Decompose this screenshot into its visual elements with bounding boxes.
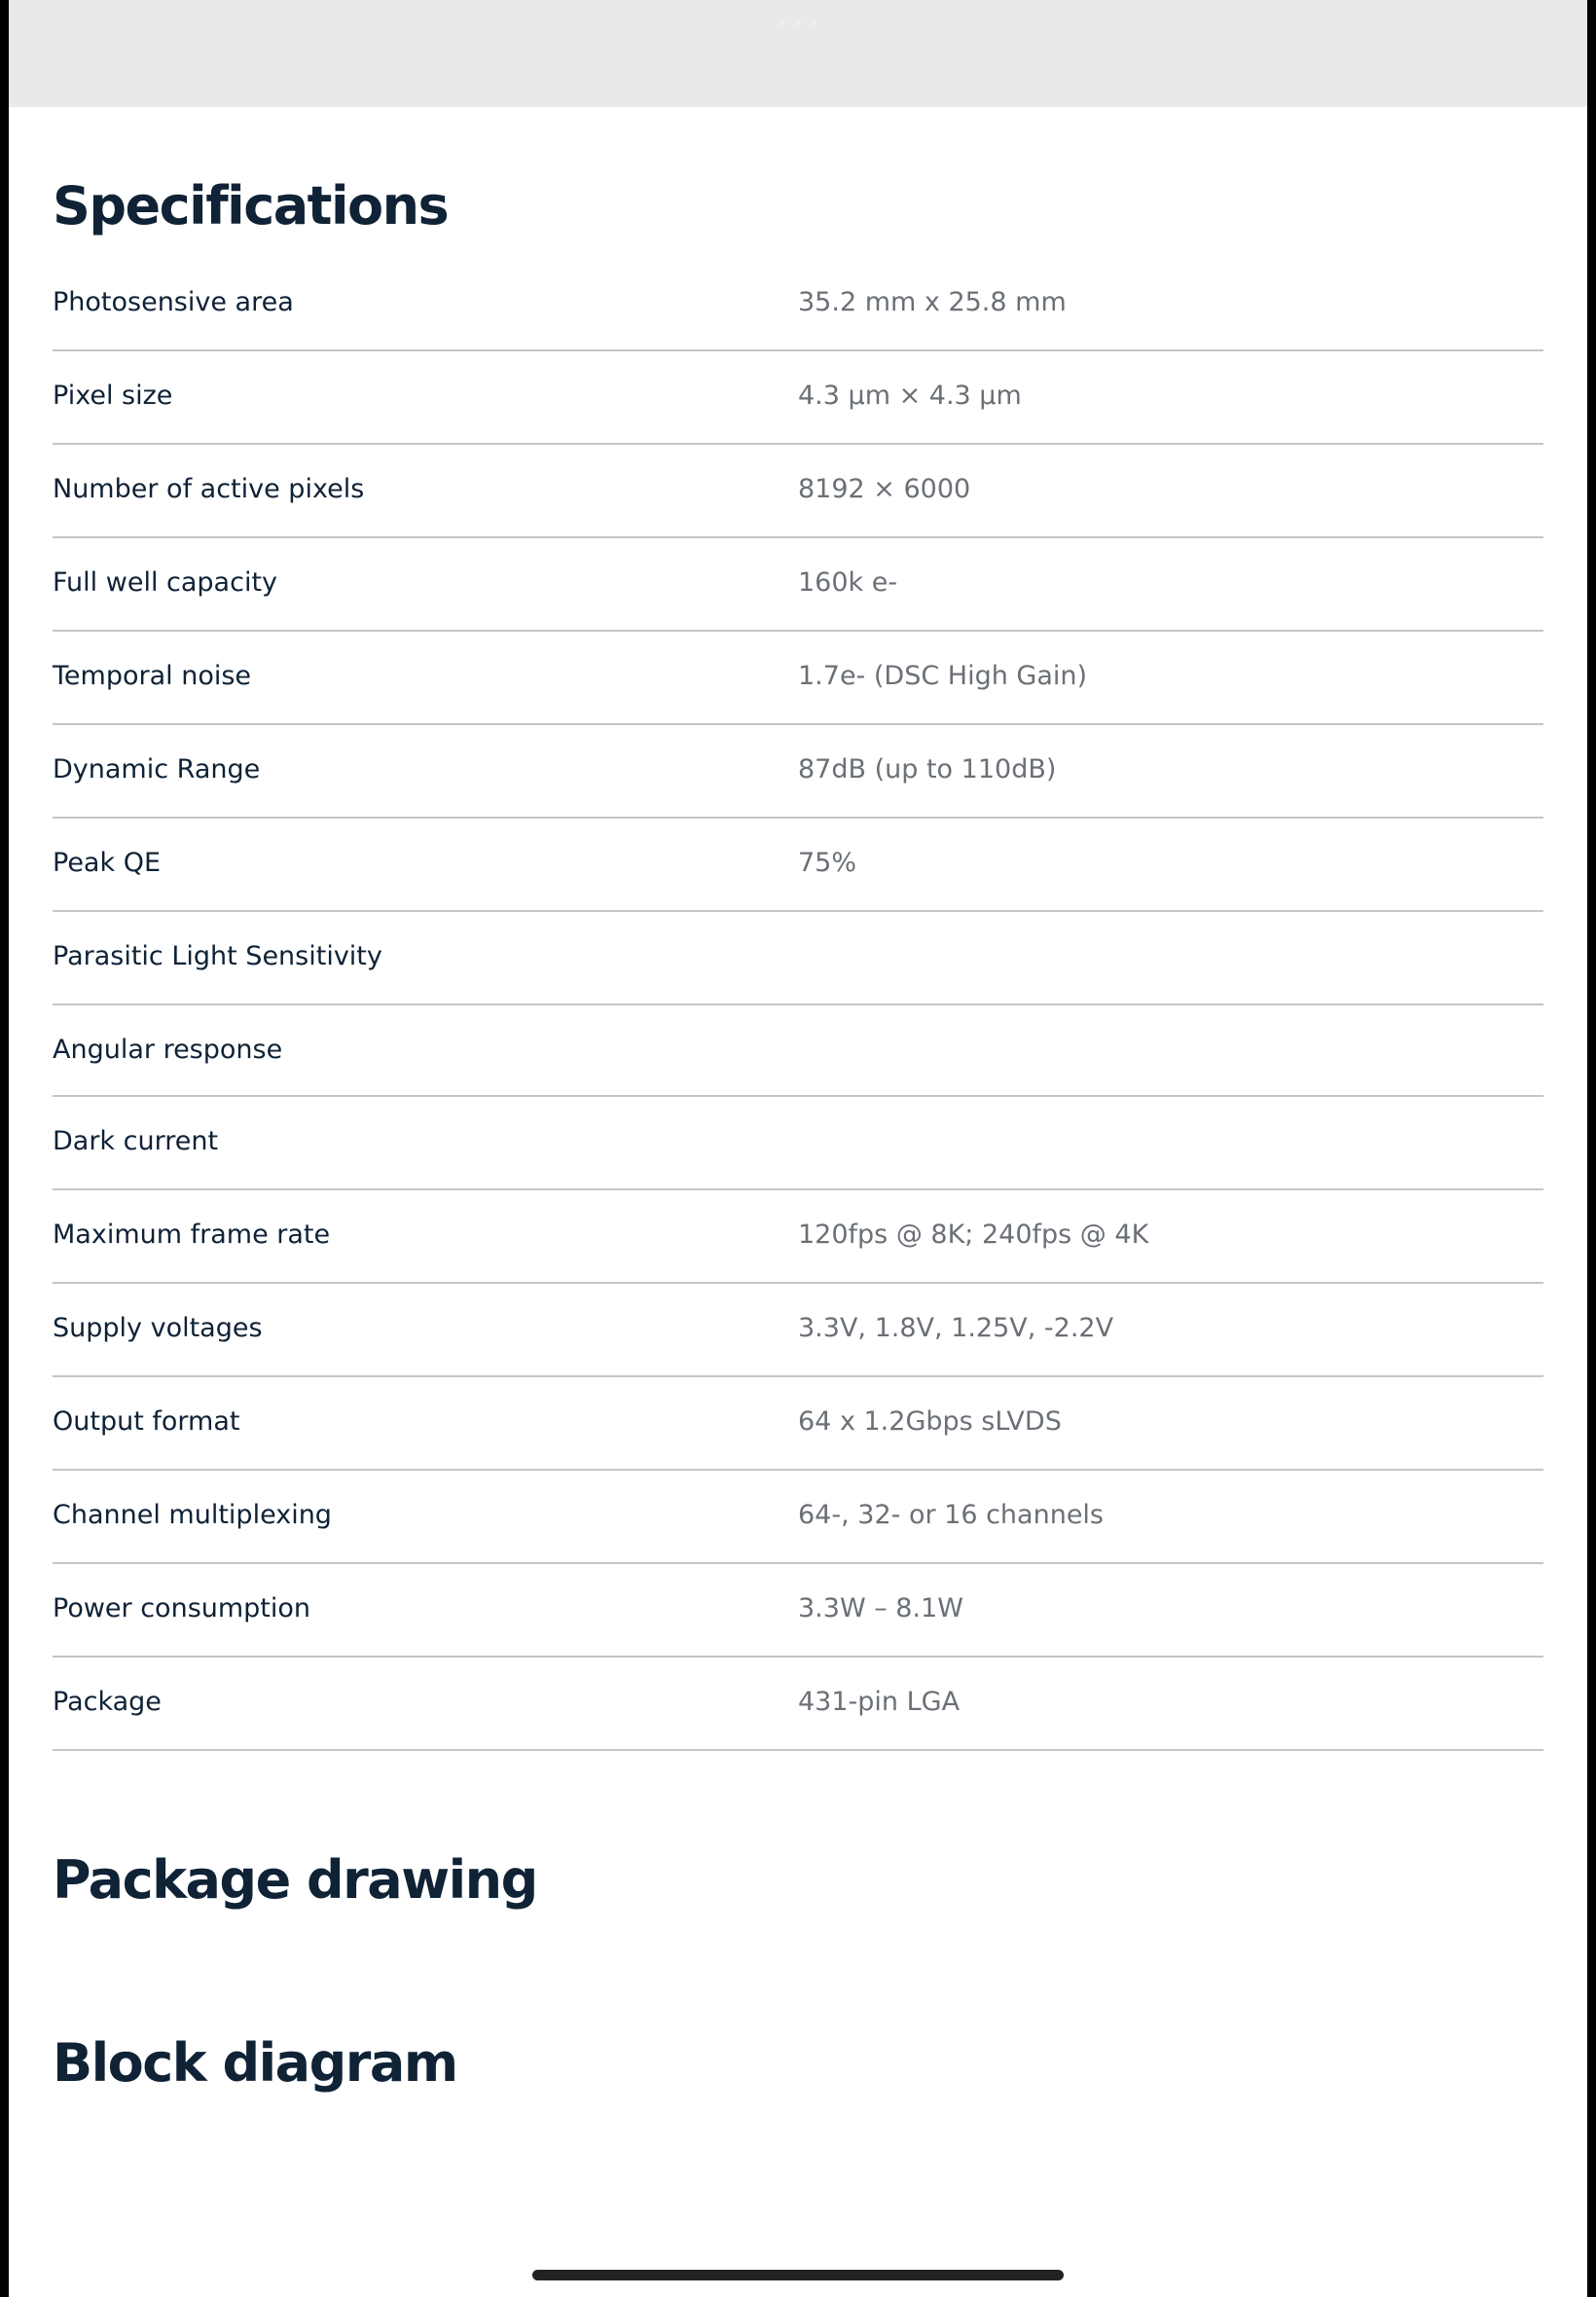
spec-row-dark-current: [53, 1097, 1543, 1190]
spec-value: 3.3V, 1.8V, 1.25V, -2.2V: [798, 1313, 1114, 1343]
spec-label: Power consumption: [53, 1593, 311, 1623]
spec-label: Temporal noise: [53, 661, 252, 691]
spec-label: Dynamic Range: [53, 754, 261, 784]
spec-label: Package: [53, 1687, 162, 1717]
spec-label: Number of active pixels: [53, 474, 365, 504]
spec-value: 75%: [798, 848, 857, 878]
spec-row-full-well-capacity: [53, 538, 1543, 632]
specifications-title: Specifications: [53, 175, 449, 237]
spec-value: 3.3W – 8.1W: [798, 1593, 963, 1623]
page: [9, 0, 1587, 2297]
spec-row-angular-response: [53, 1005, 1543, 1097]
block-diagram-title: Block diagram: [53, 2032, 457, 2094]
spec-value: 120fps @ 8K; 240fps @ 4K: [798, 1220, 1149, 1250]
spec-row-output-format: [53, 1377, 1543, 1471]
spec-value: 35.2 mm x 25.8 mm: [798, 287, 1067, 317]
home-indicator[interactable]: [532, 2270, 1064, 2280]
spec-row-temporal-noise: [53, 632, 1543, 725]
spec-label: Full well capacity: [53, 567, 278, 598]
package-drawing-title: Package drawing: [53, 1849, 537, 1911]
spec-label: Pixel size: [53, 381, 173, 411]
spec-row-photosensive-area: [53, 258, 1543, 351]
top-bar-text: • • •: [777, 14, 819, 34]
spec-value: 87dB (up to 110dB): [798, 754, 1057, 784]
spec-row-supply-voltages: [53, 1284, 1543, 1377]
spec-row-parasitic-light-sensitivity: [53, 912, 1543, 1005]
spec-value: 1.7e- (DSC High Gain): [798, 661, 1088, 691]
top-bar: [9, 0, 1587, 107]
spec-row-maximum-frame-rate: [53, 1190, 1543, 1284]
spec-row-power-consumption: [53, 1564, 1543, 1658]
spec-label: Peak QE: [53, 848, 162, 878]
spec-row-pixel-size: [53, 351, 1543, 445]
specifications-table: [53, 258, 1543, 1751]
spec-value: 8192 × 6000: [798, 474, 971, 504]
spec-label: Angular response: [53, 1035, 283, 1065]
spec-row-channel-multiplexing: [53, 1471, 1543, 1564]
spec-row-package: [53, 1658, 1543, 1751]
spec-label: Parasitic Light Sensitivity: [53, 941, 382, 971]
spec-value: 64-, 32- or 16 channels: [798, 1500, 1104, 1530]
spec-label: Dark current: [53, 1126, 219, 1156]
spec-label: Output format: [53, 1406, 240, 1437]
spec-value: 4.3 µm × 4.3 µm: [798, 381, 1022, 411]
spec-value: 160k e-: [798, 567, 898, 598]
spec-label: Supply voltages: [53, 1313, 263, 1343]
spec-value: 431-pin LGA: [798, 1687, 961, 1717]
spec-row-active-pixels: [53, 445, 1543, 538]
spec-row-dynamic-range: [53, 725, 1543, 819]
spec-label: Maximum frame rate: [53, 1220, 331, 1250]
spec-row-peak-qe: [53, 819, 1543, 912]
spec-value: 64 x 1.2Gbps sLVDS: [798, 1406, 1062, 1437]
spec-label: Channel multiplexing: [53, 1500, 332, 1530]
spec-label: Photosensive area: [53, 287, 294, 317]
